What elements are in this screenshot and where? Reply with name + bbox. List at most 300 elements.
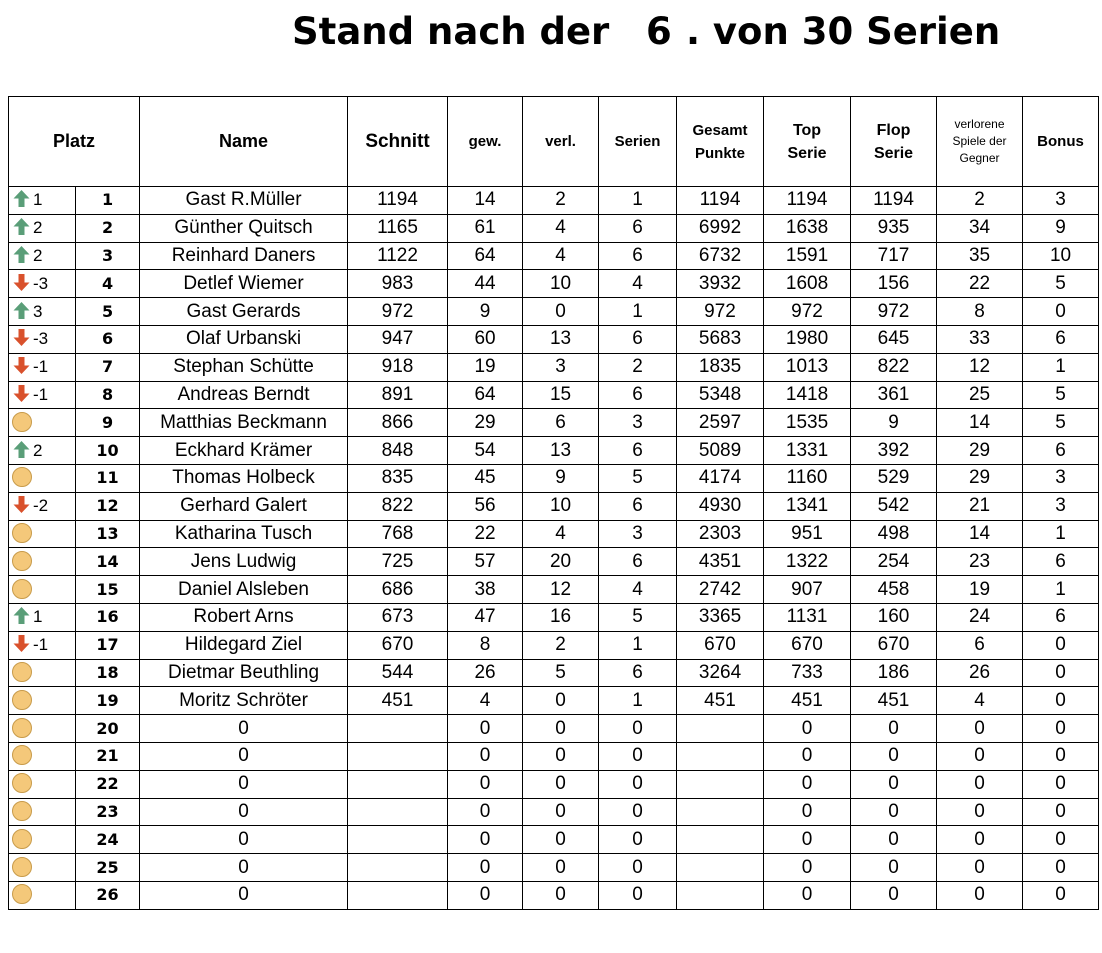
trend-cell [9, 603, 76, 631]
verl-cell: 4 [523, 520, 599, 548]
name-cell: Robert Arns [140, 603, 348, 631]
table-row [9, 742, 1099, 770]
trend-cell [9, 854, 76, 882]
bonus-cell: 0 [1023, 881, 1099, 909]
verl-cell: 2 [523, 187, 599, 215]
gew-cell: 26 [448, 659, 523, 687]
verl-cell: 4 [523, 214, 599, 242]
verlorene-spiele-cell: 23 [937, 548, 1023, 576]
arrow-down-icon [12, 356, 31, 375]
gew-cell: 54 [448, 437, 523, 465]
header-top-serie [764, 97, 851, 187]
schnitt-cell: 768 [348, 520, 448, 548]
gew-cell: 0 [448, 742, 523, 770]
bonus-cell: 3 [1023, 187, 1099, 215]
top-serie-cell: 972 [764, 298, 851, 326]
verl-cell: 15 [523, 381, 599, 409]
verlorene-spiele-cell: 26 [937, 659, 1023, 687]
rank-change: -3 [33, 329, 49, 349]
gew-cell: 47 [448, 603, 523, 631]
title-prefix: Stand nach der [292, 10, 610, 53]
flop-serie-cell: 186 [851, 659, 937, 687]
name-cell: Günther Quitsch [140, 214, 348, 242]
gesamt-punkte-cell: 3932 [677, 270, 764, 298]
neutral-circle-icon [12, 801, 32, 821]
trend-cell [9, 715, 76, 743]
rank-cell: 2 [76, 214, 140, 242]
rank-cell: 5 [76, 298, 140, 326]
arrow-down-icon [12, 495, 31, 514]
rank-change: 2 [33, 245, 43, 265]
arrow-down-icon [12, 328, 31, 347]
bonus-cell: 0 [1023, 798, 1099, 826]
header-flop-line1: Flop [876, 121, 911, 139]
gew-cell: 56 [448, 492, 523, 520]
bonus-cell: 0 [1023, 715, 1099, 743]
name-cell: 0 [140, 715, 348, 743]
neutral-circle-icon [12, 829, 32, 849]
table-row [9, 631, 1099, 659]
gesamt-punkte-cell [677, 881, 764, 909]
gesamt-punkte-cell: 4174 [677, 464, 764, 492]
name-cell: 0 [140, 826, 348, 854]
verl-cell: 0 [523, 881, 599, 909]
gew-cell: 64 [448, 381, 523, 409]
trend-cell [9, 353, 76, 381]
serien-cell: 1 [599, 187, 677, 215]
verl-cell: 0 [523, 854, 599, 882]
table-row [9, 770, 1099, 798]
flop-serie-cell: 822 [851, 353, 937, 381]
verlorene-spiele-cell: 14 [937, 520, 1023, 548]
top-serie-cell: 451 [764, 687, 851, 715]
bonus-cell: 6 [1023, 437, 1099, 465]
rank-cell: 13 [76, 520, 140, 548]
schnitt-cell: 673 [348, 603, 448, 631]
gew-cell: 44 [448, 270, 523, 298]
gesamt-punkte-cell: 4930 [677, 492, 764, 520]
serien-cell: 1 [599, 631, 677, 659]
rank-cell: 12 [76, 492, 140, 520]
name-cell: Dietmar Beuthling [140, 659, 348, 687]
verl-cell: 4 [523, 242, 599, 270]
bonus-cell: 0 [1023, 854, 1099, 882]
page-title [0, 10, 1102, 60]
table-row [9, 214, 1099, 242]
top-serie-cell: 0 [764, 854, 851, 882]
trend-cell [9, 631, 76, 659]
name-cell: Detlef Wiemer [140, 270, 348, 298]
name-cell: Moritz Schröter [140, 687, 348, 715]
header-gesamt-punkte [677, 97, 764, 187]
trend-cell [9, 187, 76, 215]
verlorene-spiele-cell: 4 [937, 687, 1023, 715]
flop-serie-cell: 1194 [851, 187, 937, 215]
serien-cell: 0 [599, 826, 677, 854]
gesamt-punkte-cell: 3264 [677, 659, 764, 687]
gesamt-punkte-cell: 6992 [677, 214, 764, 242]
neutral-circle-icon [12, 467, 32, 487]
name-cell: Reinhard Daners [140, 242, 348, 270]
gesamt-punkte-cell [677, 770, 764, 798]
neutral-circle-icon [12, 412, 32, 432]
top-serie-cell: 0 [764, 881, 851, 909]
flop-serie-cell: 0 [851, 854, 937, 882]
rank-change: -1 [33, 357, 49, 377]
bonus-cell: 0 [1023, 687, 1099, 715]
schnitt-cell: 822 [348, 492, 448, 520]
table-row [9, 381, 1099, 409]
gew-cell: 4 [448, 687, 523, 715]
flop-serie-cell: 529 [851, 464, 937, 492]
neutral-circle-icon [12, 551, 32, 571]
rank-cell: 20 [76, 715, 140, 743]
top-serie-cell: 1194 [764, 187, 851, 215]
rank-cell: 25 [76, 854, 140, 882]
gew-cell: 19 [448, 353, 523, 381]
title-number: 6 [646, 10, 672, 53]
rank-change: -2 [33, 496, 49, 516]
trend-cell [9, 214, 76, 242]
verlorene-spiele-cell: 24 [937, 603, 1023, 631]
verl-cell: 13 [523, 437, 599, 465]
gesamt-punkte-cell: 1194 [677, 187, 764, 215]
schnitt-cell [348, 715, 448, 743]
trend-cell [9, 826, 76, 854]
schnitt-cell: 670 [348, 631, 448, 659]
gesamt-punkte-cell: 5089 [677, 437, 764, 465]
name-cell: 0 [140, 854, 348, 882]
gesamt-punkte-cell: 6732 [677, 242, 764, 270]
gesamt-punkte-cell: 972 [677, 298, 764, 326]
trend-cell [9, 770, 76, 798]
trend-cell [9, 881, 76, 909]
serien-cell: 0 [599, 715, 677, 743]
rank-cell: 19 [76, 687, 140, 715]
gesamt-punkte-cell: 2742 [677, 576, 764, 604]
schnitt-cell: 686 [348, 576, 448, 604]
bonus-cell: 5 [1023, 270, 1099, 298]
rank-cell: 3 [76, 242, 140, 270]
rank-change: 1 [33, 607, 43, 627]
name-cell: Gast R.Müller [140, 187, 348, 215]
gew-cell: 9 [448, 298, 523, 326]
verl-cell: 0 [523, 798, 599, 826]
table-row [9, 325, 1099, 353]
gew-cell: 22 [448, 520, 523, 548]
flop-serie-cell: 0 [851, 770, 937, 798]
trend-cell [9, 576, 76, 604]
verlorene-spiele-cell: 0 [937, 715, 1023, 743]
rank-cell: 23 [76, 798, 140, 826]
serien-cell: 6 [599, 214, 677, 242]
serien-cell: 0 [599, 881, 677, 909]
serien-cell: 6 [599, 437, 677, 465]
title-suffix: . von 30 Serien [686, 10, 1001, 53]
table-row [9, 187, 1099, 215]
gew-cell: 0 [448, 826, 523, 854]
rank-cell: 22 [76, 770, 140, 798]
arrow-up-icon [12, 189, 31, 208]
rank-cell: 21 [76, 742, 140, 770]
gew-cell: 61 [448, 214, 523, 242]
serien-cell: 6 [599, 492, 677, 520]
serien-cell: 0 [599, 742, 677, 770]
flop-serie-cell: 392 [851, 437, 937, 465]
bonus-cell: 0 [1023, 298, 1099, 326]
top-serie-cell: 0 [764, 770, 851, 798]
top-serie-cell: 1331 [764, 437, 851, 465]
gew-cell: 0 [448, 881, 523, 909]
table-row [9, 715, 1099, 743]
verlorene-spiele-cell: 25 [937, 381, 1023, 409]
verl-cell: 9 [523, 464, 599, 492]
arrow-down-icon [12, 273, 31, 292]
table-row [9, 826, 1099, 854]
gesamt-punkte-cell: 3365 [677, 603, 764, 631]
rank-cell: 26 [76, 881, 140, 909]
bonus-cell: 5 [1023, 409, 1099, 437]
bonus-cell: 6 [1023, 548, 1099, 576]
header-verl-spiele-line2: Spiele der [952, 134, 1007, 148]
verlorene-spiele-cell: 2 [937, 187, 1023, 215]
schnitt-cell: 725 [348, 548, 448, 576]
top-serie-cell: 1418 [764, 381, 851, 409]
neutral-circle-icon [12, 579, 32, 599]
verl-cell: 5 [523, 659, 599, 687]
standings-table [8, 96, 1099, 910]
serien-cell: 5 [599, 603, 677, 631]
rank-change: 2 [33, 218, 43, 238]
verlorene-spiele-cell: 29 [937, 464, 1023, 492]
arrow-down-icon [12, 384, 31, 403]
verlorene-spiele-cell: 21 [937, 492, 1023, 520]
name-cell: Hildegard Ziel [140, 631, 348, 659]
top-serie-cell: 733 [764, 659, 851, 687]
gew-cell: 8 [448, 631, 523, 659]
gew-cell: 0 [448, 798, 523, 826]
gew-cell: 0 [448, 854, 523, 882]
rank-cell: 9 [76, 409, 140, 437]
header-schnitt: Schnitt [348, 97, 448, 187]
verl-cell: 2 [523, 631, 599, 659]
gew-cell: 0 [448, 770, 523, 798]
flop-serie-cell: 458 [851, 576, 937, 604]
trend-cell [9, 687, 76, 715]
trend-cell [9, 492, 76, 520]
table-row [9, 409, 1099, 437]
top-serie-cell: 1535 [764, 409, 851, 437]
neutral-circle-icon [12, 662, 32, 682]
flop-serie-cell: 361 [851, 381, 937, 409]
serien-cell: 0 [599, 798, 677, 826]
name-cell: 0 [140, 770, 348, 798]
verlorene-spiele-cell: 0 [937, 742, 1023, 770]
flop-serie-cell: 451 [851, 687, 937, 715]
top-serie-cell: 907 [764, 576, 851, 604]
arrow-up-icon [12, 606, 31, 625]
rank-cell: 17 [76, 631, 140, 659]
verl-cell: 0 [523, 298, 599, 326]
bonus-cell: 0 [1023, 770, 1099, 798]
rank-change: -1 [33, 384, 49, 404]
name-cell: 0 [140, 881, 348, 909]
verlorene-spiele-cell: 0 [937, 770, 1023, 798]
schnitt-cell [348, 770, 448, 798]
name-cell: Jens Ludwig [140, 548, 348, 576]
schnitt-cell: 972 [348, 298, 448, 326]
schnitt-cell [348, 742, 448, 770]
trend-cell [9, 298, 76, 326]
header-top-line2: Serie [787, 144, 827, 162]
table-row [9, 353, 1099, 381]
gesamt-punkte-cell [677, 826, 764, 854]
gesamt-punkte-cell: 5348 [677, 381, 764, 409]
trend-cell [9, 437, 76, 465]
header-verlorene-spiele [937, 97, 1023, 187]
gesamt-punkte-cell: 4351 [677, 548, 764, 576]
header-gesamt-line2: Punkte [695, 144, 746, 162]
serien-cell: 3 [599, 520, 677, 548]
serien-cell: 6 [599, 659, 677, 687]
top-serie-cell: 1608 [764, 270, 851, 298]
top-serie-cell: 1341 [764, 492, 851, 520]
bonus-cell: 1 [1023, 576, 1099, 604]
gesamt-punkte-cell [677, 854, 764, 882]
trend-cell [9, 270, 76, 298]
serien-cell: 0 [599, 770, 677, 798]
header-row [9, 97, 1099, 187]
top-serie-cell: 1980 [764, 325, 851, 353]
top-serie-cell: 1591 [764, 242, 851, 270]
neutral-circle-icon [12, 773, 32, 793]
header-name: Name [140, 97, 348, 187]
bonus-cell: 6 [1023, 325, 1099, 353]
bonus-cell: 0 [1023, 631, 1099, 659]
verlorene-spiele-cell: 34 [937, 214, 1023, 242]
header-verl-spiele-line3: Gegner [959, 151, 1000, 165]
top-serie-cell: 0 [764, 798, 851, 826]
rank-cell: 14 [76, 548, 140, 576]
bonus-cell: 1 [1023, 353, 1099, 381]
trend-cell [9, 659, 76, 687]
trend-cell [9, 242, 76, 270]
header-verl-spiele-line1: verlorene [954, 117, 1005, 131]
verl-cell: 3 [523, 353, 599, 381]
rank-change: -3 [33, 273, 49, 293]
verl-cell: 0 [523, 742, 599, 770]
serien-cell: 3 [599, 409, 677, 437]
serien-cell: 6 [599, 325, 677, 353]
bonus-cell: 3 [1023, 464, 1099, 492]
rank-cell: 15 [76, 576, 140, 604]
verl-cell: 10 [523, 270, 599, 298]
rank-change: 3 [33, 301, 43, 321]
table-row [9, 298, 1099, 326]
bonus-cell: 1 [1023, 520, 1099, 548]
schnitt-cell: 947 [348, 325, 448, 353]
flop-serie-cell: 645 [851, 325, 937, 353]
table-row [9, 464, 1099, 492]
schnitt-cell [348, 881, 448, 909]
table-row [9, 687, 1099, 715]
verlorene-spiele-cell: 29 [937, 437, 1023, 465]
serien-cell: 5 [599, 464, 677, 492]
name-cell: Gast Gerards [140, 298, 348, 326]
verlorene-spiele-cell: 19 [937, 576, 1023, 604]
name-cell: Stephan Schütte [140, 353, 348, 381]
rank-cell: 1 [76, 187, 140, 215]
schnitt-cell: 891 [348, 381, 448, 409]
serien-cell: 0 [599, 854, 677, 882]
top-serie-cell: 670 [764, 631, 851, 659]
schnitt-cell: 1122 [348, 242, 448, 270]
top-serie-cell: 1160 [764, 464, 851, 492]
flop-serie-cell: 254 [851, 548, 937, 576]
flop-serie-cell: 0 [851, 715, 937, 743]
header-gesamt-line1: Gesamt [692, 121, 748, 139]
verl-cell: 0 [523, 715, 599, 743]
rank-cell: 7 [76, 353, 140, 381]
gesamt-punkte-cell [677, 742, 764, 770]
verlorene-spiele-cell: 0 [937, 854, 1023, 882]
bonus-cell: 6 [1023, 603, 1099, 631]
header-bonus: Bonus [1023, 97, 1099, 187]
name-cell: Andreas Berndt [140, 381, 348, 409]
header-platz: Platz [9, 97, 140, 187]
rank-cell: 16 [76, 603, 140, 631]
serien-cell: 4 [599, 270, 677, 298]
gew-cell: 38 [448, 576, 523, 604]
header-top-line1: Top [792, 121, 822, 139]
schnitt-cell: 983 [348, 270, 448, 298]
flop-serie-cell: 670 [851, 631, 937, 659]
table-row [9, 798, 1099, 826]
neutral-circle-icon [12, 745, 32, 765]
bonus-cell: 3 [1023, 492, 1099, 520]
verlorene-spiele-cell: 8 [937, 298, 1023, 326]
verl-cell: 0 [523, 770, 599, 798]
flop-serie-cell: 160 [851, 603, 937, 631]
rank-cell: 11 [76, 464, 140, 492]
verlorene-spiele-cell: 14 [937, 409, 1023, 437]
bonus-cell: 0 [1023, 742, 1099, 770]
top-serie-cell: 1638 [764, 214, 851, 242]
table-row [9, 576, 1099, 604]
verlorene-spiele-cell: 0 [937, 826, 1023, 854]
name-cell: Thomas Holbeck [140, 464, 348, 492]
verl-cell: 12 [523, 576, 599, 604]
arrow-up-icon [12, 245, 31, 264]
schnitt-cell: 1165 [348, 214, 448, 242]
trend-cell [9, 742, 76, 770]
arrow-up-icon [12, 440, 31, 459]
gew-cell: 29 [448, 409, 523, 437]
name-cell: Eckhard Krämer [140, 437, 348, 465]
trend-cell [9, 520, 76, 548]
name-cell: Daniel Alsleben [140, 576, 348, 604]
arrow-up-icon [12, 301, 31, 320]
schnitt-cell [348, 826, 448, 854]
flop-serie-cell: 9 [851, 409, 937, 437]
verl-cell: 20 [523, 548, 599, 576]
verl-cell: 6 [523, 409, 599, 437]
gew-cell: 64 [448, 242, 523, 270]
rank-cell: 6 [76, 325, 140, 353]
schnitt-cell [348, 854, 448, 882]
header-gew: gew. [448, 97, 523, 187]
top-serie-cell: 0 [764, 742, 851, 770]
